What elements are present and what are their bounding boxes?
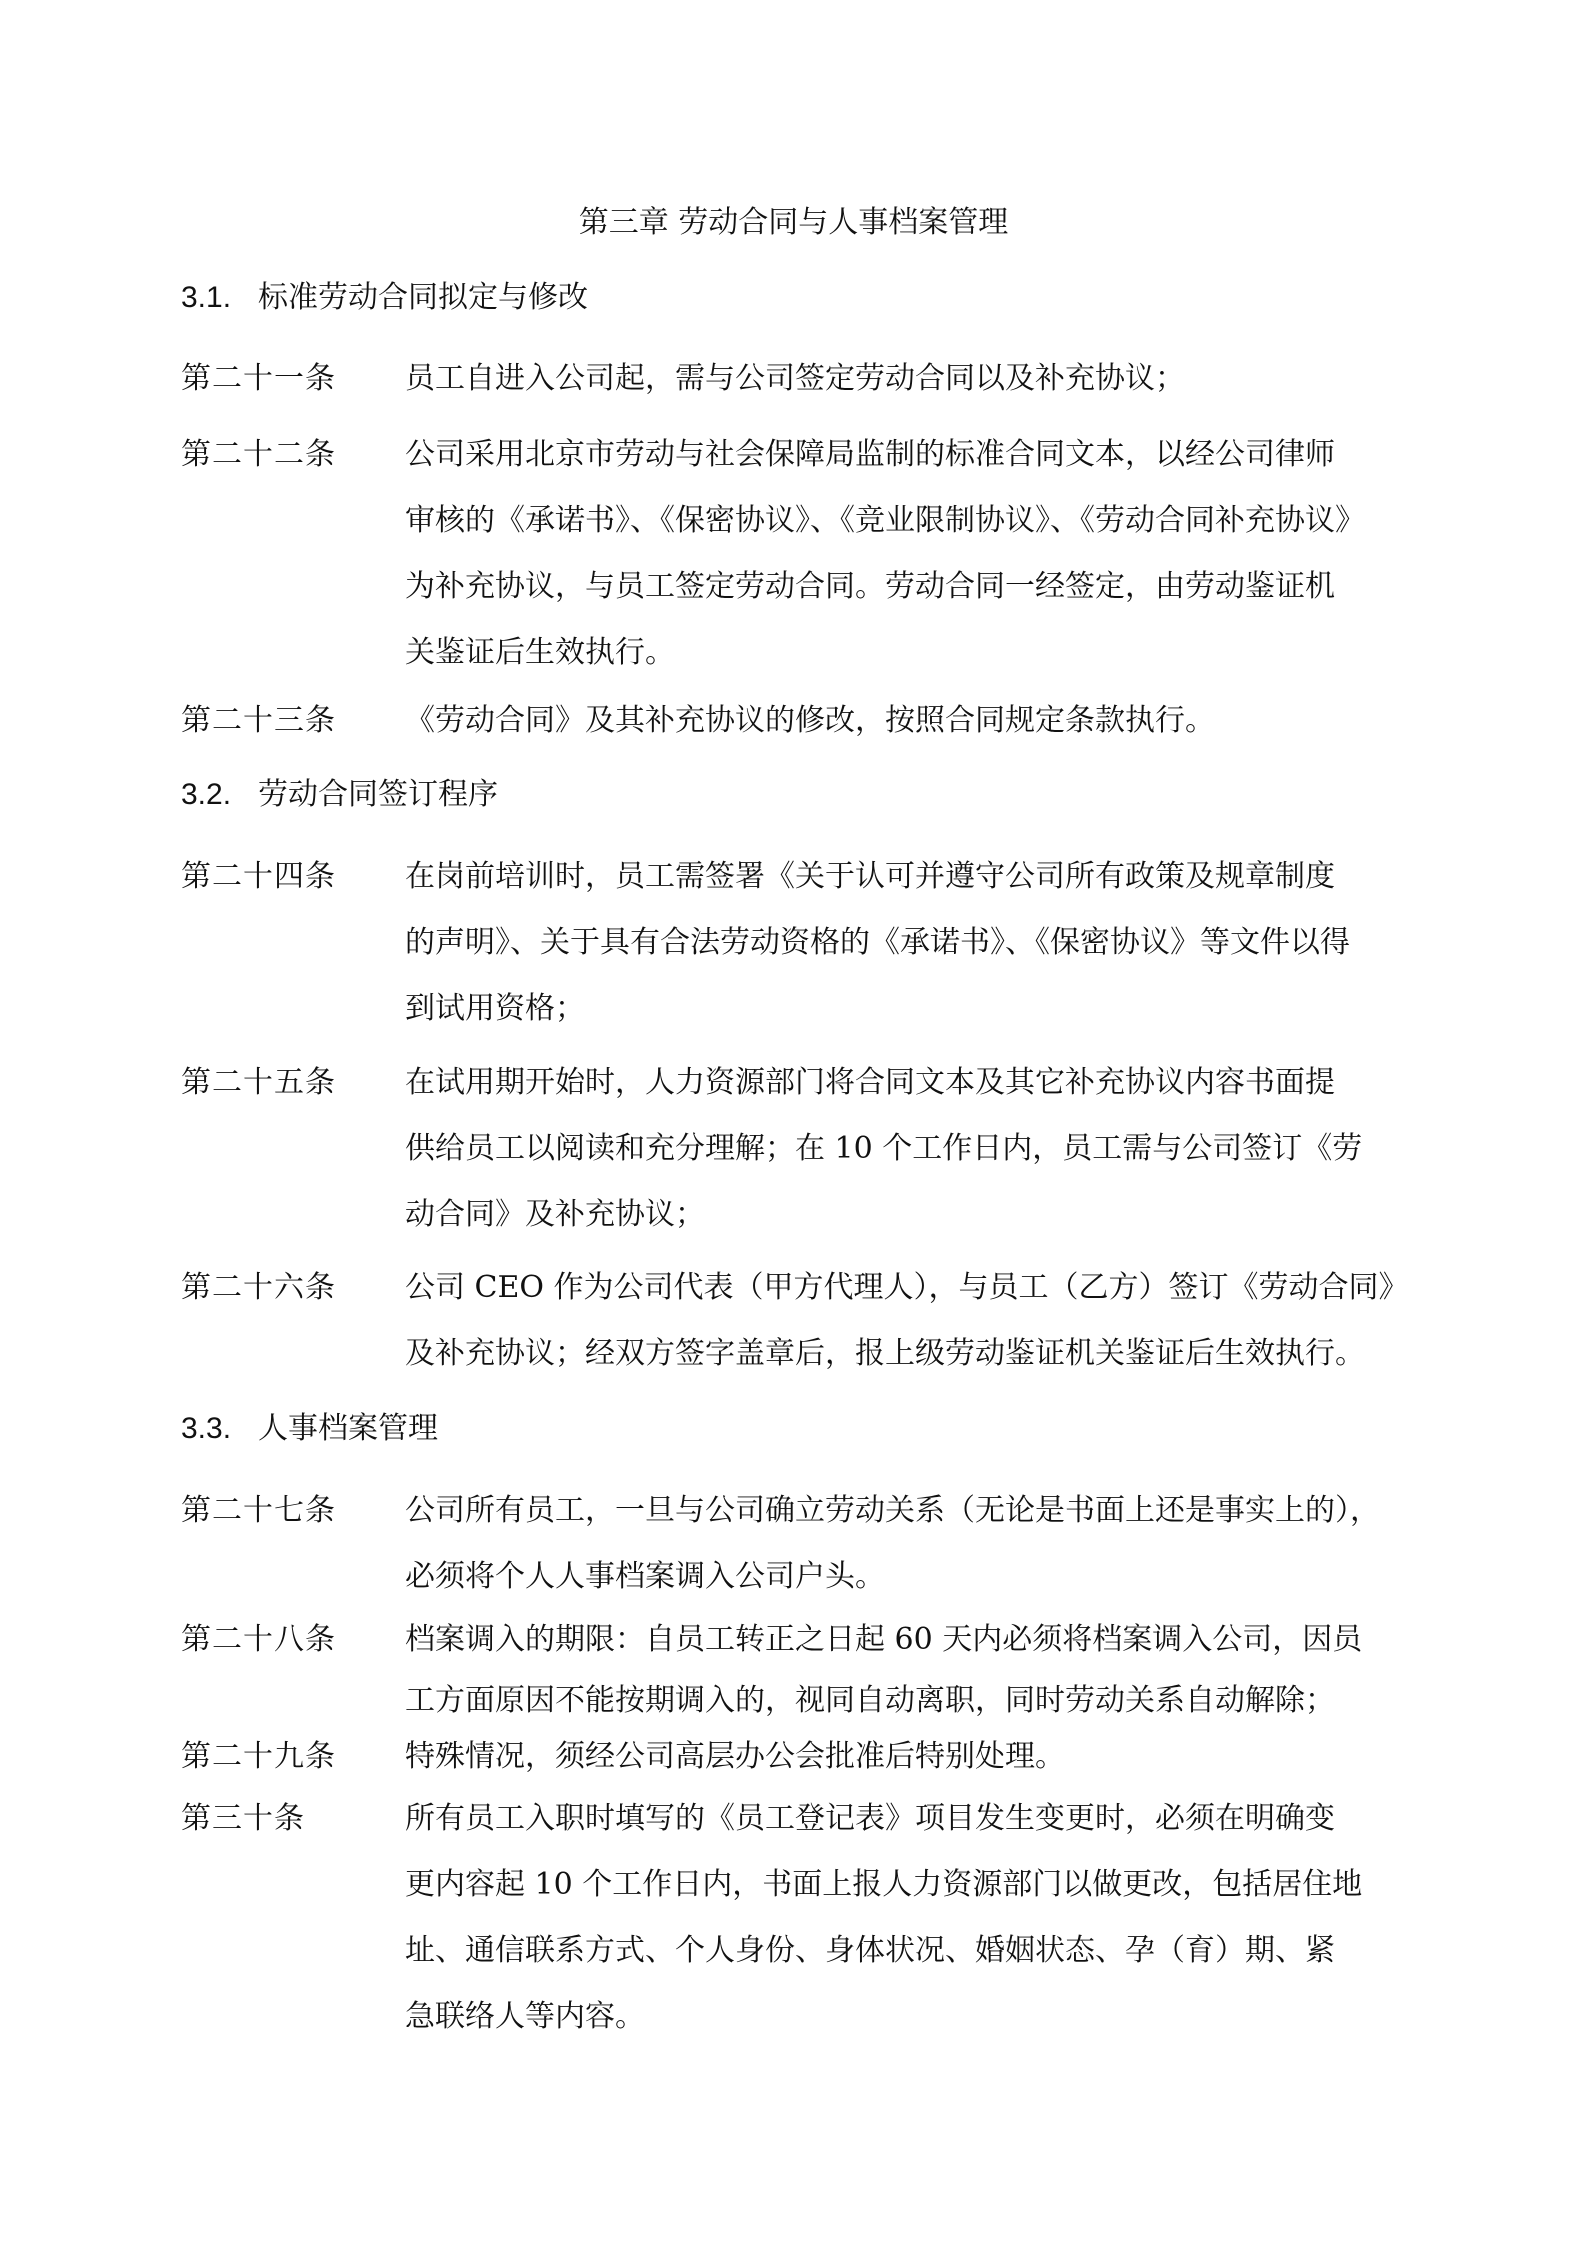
article-line: 必须将个人人事档案调入公司户头。 [405,1559,885,1594]
section-title: 劳动合同签订程序 [258,777,498,812]
article-line: 址、通信联系方式、个人身份、身体状况、婚姻状态、孕（育）期、紧 [405,1933,1335,1968]
article-label: 第三十条 [181,1801,305,1836]
article-line: 供给员工以阅读和充分理解；在 10 个工作日内，员工需与公司签订《劳 [405,1131,1363,1166]
article-label: 第二十九条 [181,1739,336,1774]
article-line: 动合同》及补充协议； [405,1197,705,1232]
article-label: 第二十五条 [181,1065,336,1100]
article-label: 第二十六条 [181,1270,336,1305]
article-label: 第二十三条 [181,703,336,738]
article-label: 第二十四条 [181,859,336,894]
article-line: 急联络人等内容。 [405,1999,645,2034]
article-line: 《劳动合同》及其补充协议的修改，按照合同规定条款执行。 [405,703,1215,738]
article-line: 公司所有员工，一旦与公司确立劳动关系（无论是书面上还是事实上的）， [405,1493,1380,1528]
article-line: 工方面原因不能按期调入的，视同自动离职，同时劳动关系自动解除； [405,1683,1335,1718]
article-line: 及补充协议；经双方签字盖章后，报上级劳动鉴证机关鉴证后生效执行。 [405,1336,1365,1371]
article-body [405,1726,1425,1787]
article-body [405,688,1425,754]
article-line: 公司采用北京市劳动与社会保障局监制的标准合同文本，以经公司律师 [405,437,1335,472]
article-line: 到试用资格； [405,991,585,1026]
article-body [405,1609,1425,1731]
article-line: 所有员工入职时填写的《员工登记表》项目发生变更时，必须在明确变 [405,1801,1335,1836]
article-body [405,346,1425,412]
section-number: 3.1. [181,281,232,314]
article-label: 第二十二条 [181,437,336,472]
article-line: 审核的《承诺书》、《保密协议》、《竞业限制协议》、《劳动合同补充协议》 [405,503,1365,538]
article-line: 关鉴证后生效执行。 [405,635,675,670]
section-heading-3-2 [181,770,498,820]
section-title: 标准劳动合同拟定与修改 [258,280,588,315]
article-line: 特殊情况，须经公司高层办公会批准后特别处理。 [405,1739,1065,1774]
article-line: 员工自进入公司起，需与公司签定劳动合同以及补充协议； [405,361,1185,396]
article-line: 在试用期开始时，人力资源部门将合同文本及其它补充协议内容书面提 [405,1065,1335,1100]
section-title: 人事档案管理 [258,1411,438,1446]
section-number: 3.3. [181,1412,232,1445]
article-body [405,422,1425,686]
article-body [405,1255,1425,1387]
article-line: 的声明》、关于具有合法劳动资格的《承诺书》、《保密协议》等文件以得 [405,925,1350,960]
article-line: 更内容起 10 个工作日内，书面上报人力资源部门以做更改，包括居住地 [405,1867,1363,1902]
article-label: 第二十八条 [181,1622,336,1657]
section-number: 3.2. [181,778,232,811]
article-body [405,844,1425,1042]
article-line: 档案调入的期限：自员工转正之日起 60 天内必须将档案调入公司，因员 [405,1622,1363,1657]
chapter-title: 第三章 劳动合同与人事档案管理 [578,205,1009,240]
article-label: 第二十一条 [181,361,336,396]
article-line: 公司 CEO 作为公司代表（甲方代理人），与员工（乙方）签订《劳动合同》 [405,1270,1409,1305]
article-body [405,1786,1425,2050]
article-label: 第二十七条 [181,1493,336,1528]
article-body [405,1478,1425,1610]
section-heading-3-3 [181,1404,438,1454]
article-line: 在岗前培训时，员工需签署《关于认可并遵守公司所有政策及规章制度 [405,859,1335,894]
article-body [405,1050,1425,1248]
section-heading-3-1 [181,273,588,323]
article-line: 为补充协议，与员工签定劳动合同。劳动合同一经签定，由劳动鉴证机 [405,569,1335,604]
